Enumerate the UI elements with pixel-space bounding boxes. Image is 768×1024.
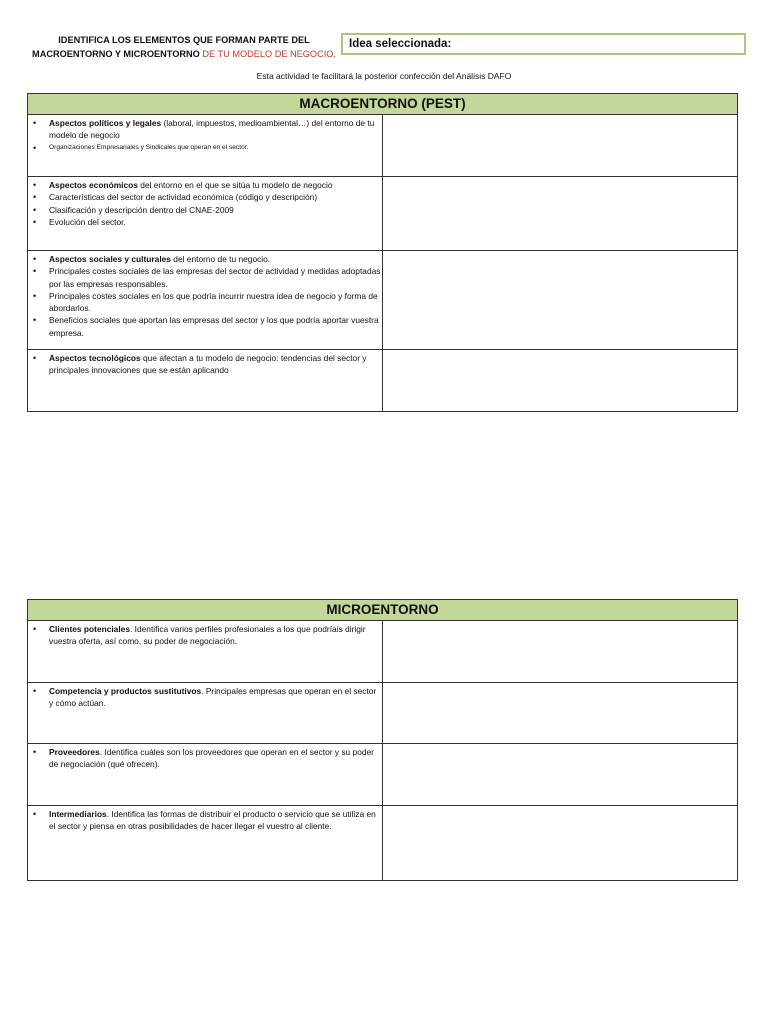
list-item: • Clientes potenciales. Identifica varios perfiles profesionales a los que podríais dirigir vuestra oferta, así como, su poder de negociación. xyxy=(49,623,382,648)
idea-label: Idea seleccionada: xyxy=(349,38,452,50)
table-row xyxy=(28,621,738,683)
prompt-cell xyxy=(28,251,383,350)
answer-cell[interactable] xyxy=(383,115,738,177)
title-line-1: IDENTIFICA LOS ELEMENTOS QUE FORMAN PARTE DEL xyxy=(58,35,310,45)
micro-heading: MICROENTORNO xyxy=(28,600,738,621)
prompt-cell xyxy=(28,621,383,683)
answer-cell[interactable] xyxy=(383,744,738,806)
list-item: • Principales costes sociales en los que podría incurrir nuestra idea de negocio y forma de abordarlos. xyxy=(49,290,382,315)
title-line-2: MACROENTORNO Y MICROENTORNO xyxy=(32,49,203,59)
table-row xyxy=(28,744,738,806)
list-item: • Proveedores. Identifica cuáles son los proveedores que operan en el sector y su poder de negociación (qué ofrecen). xyxy=(49,746,382,771)
title-line-2-highlight: DE TU MODELO DE NEGOCIO. xyxy=(202,49,336,59)
micro-table xyxy=(27,599,738,881)
document-title xyxy=(30,33,338,61)
prompt-cell xyxy=(28,683,383,744)
list-item: • Aspectos políticos y legales (laboral, impuestos, medioambiental…) del entorno de tu modelo de negocio xyxy=(49,117,382,142)
answer-cell[interactable] xyxy=(383,350,738,412)
idea-field[interactable] xyxy=(341,33,746,55)
answer-cell[interactable] xyxy=(383,251,738,350)
macro-table xyxy=(27,93,738,412)
prompt-cell xyxy=(28,350,383,412)
table-row xyxy=(28,683,738,744)
list-item: • Aspectos sociales y culturales del entorno de tu negocio. xyxy=(49,253,382,265)
subtitle: Esta actividad te facilitará la posterior confección del Análisis DAFO xyxy=(256,71,512,81)
list-item: • Organizaciones Empresariales y Sindicales que operan en el sector. xyxy=(49,142,382,154)
list-item: • Aspectos económicos del entorno en el que se sitúa tu modelo de negocio xyxy=(49,179,382,191)
answer-cell[interactable] xyxy=(383,621,738,683)
prompt-cell xyxy=(28,177,383,251)
list-item: • Clasificación y descripción dentro del CNAE-2009 xyxy=(49,204,382,216)
list-item: • Beneficios sociales que aportan las empresas del sector y los que podría aportar vuestra empresa. xyxy=(49,314,382,339)
answer-cell[interactable] xyxy=(383,683,738,744)
prompt-cell xyxy=(28,115,383,177)
list-item: • Competencia y productos sustitutivos. Principales empresas que operan en el sector y cómo actúan. xyxy=(49,685,382,710)
macro-heading: MACROENTORNO (PEST) xyxy=(28,94,738,115)
table-row xyxy=(28,806,738,881)
list-item: • Principales costes sociales de las empresas del sector de actividad y medidas adoptadas por las empresas responsables. xyxy=(49,265,382,290)
table-row xyxy=(28,350,738,412)
list-item: • Evolución del sector. xyxy=(49,216,382,228)
table-row xyxy=(28,251,738,350)
table-row xyxy=(28,115,738,177)
prompt-cell xyxy=(28,744,383,806)
prompt-cell xyxy=(28,806,383,881)
answer-cell[interactable] xyxy=(383,806,738,881)
list-item: • Intermediarios. Identifica las formas de distribuir el producto o servicio que se utiliza en el sector y piensa en otras posibilidades de hacer llegar el vuestro al cliente. xyxy=(49,808,382,833)
list-item: • Aspectos tecnológicos que afectan a tu modelo de negocio: tendencias del sector y principales innovaciones que se están aplicando xyxy=(49,352,382,377)
answer-cell[interactable] xyxy=(383,177,738,251)
list-item: • Características del sector de actividad económica (código y descripción) xyxy=(49,191,382,203)
table-row xyxy=(28,177,738,251)
